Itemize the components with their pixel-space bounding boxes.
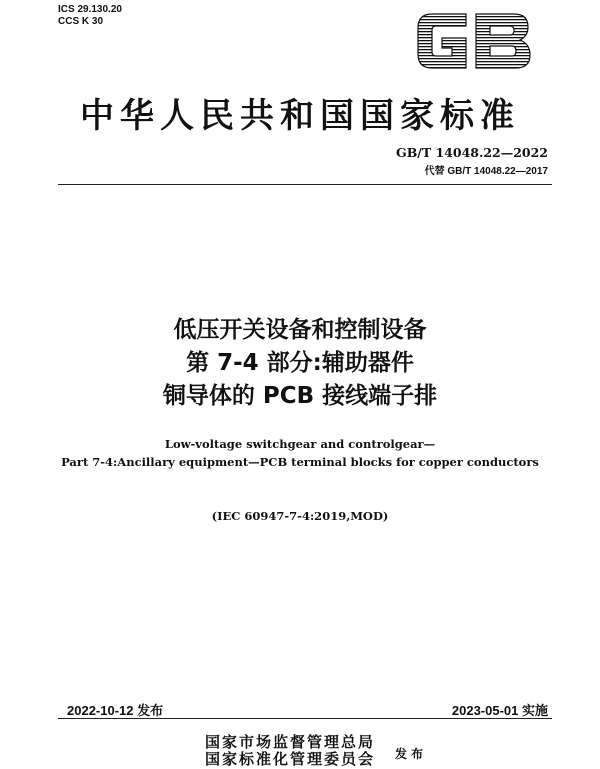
issuing-authorities [205,734,375,768]
title-zh-line2: 第 7-4 部分:辅助器件 [186,350,414,376]
iec-reference: (IEC 60947-7-4:2019,MOD) [211,509,389,523]
publish-label: 发布 [395,747,428,761]
title-zh-line3: 铜导体的 PCB 接线端子排 [162,383,438,409]
issuer-sac: 国家标准化管理委员会 [205,750,376,768]
title-zh-line1: 低压开关设备和控制设备 [173,317,427,343]
title-en-line2: Part 7-4:Ancillary equipment—PCB terminal blocks for copper conductors [61,455,539,469]
footer-divider [58,718,552,719]
gb-logo [414,10,534,72]
classification-codes [58,4,122,28]
title-en-line1: Low-voltage switchgear and controlgear— [164,437,436,451]
ccs-code: CCS K 30 [58,16,104,27]
effective-date: 2023-05-01 实施 [451,703,548,718]
ics-code: ICS 29.130.20 [58,4,122,15]
issuer-samr: 国家市场监督管理总局 [205,733,376,751]
issue-date: 2022-10-12 发布 [67,703,164,718]
standard-number-text: GB/T 14048.22—2022 [396,145,548,160]
standard-number [396,145,548,160]
header-divider [58,184,552,185]
replaces-standard: 代替 GB/T 14048.22—2017 [424,166,548,177]
national-standard-title: 中华人民共和国国家标准 [80,96,520,136]
